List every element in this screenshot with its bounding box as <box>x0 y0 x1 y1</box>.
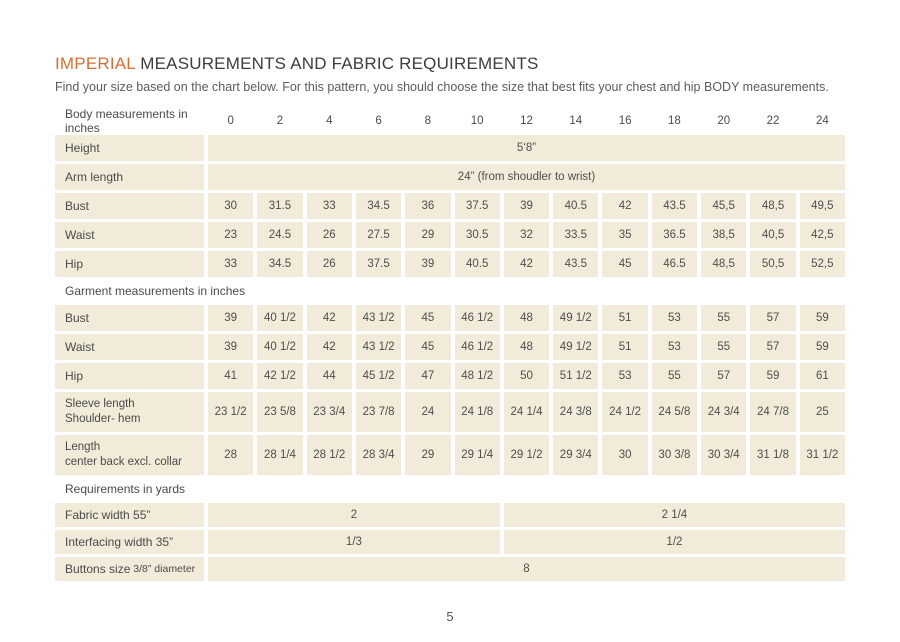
measurement-cell: 30.5 <box>455 222 500 248</box>
measurement-cell: 50,5 <box>750 251 795 277</box>
size-column-header: 18 <box>652 110 697 132</box>
measurement-cell: 55 <box>701 334 746 360</box>
measurement-cell: 55 <box>701 305 746 331</box>
merged-value-cell: 5‘8” <box>208 135 845 161</box>
requirement-cell-left: 1/3 <box>208 530 500 554</box>
measurement-cell: 48,5 <box>701 251 746 277</box>
measurement-cell: 57 <box>750 334 795 360</box>
size-column-header: 2 <box>257 110 302 132</box>
measurement-cell: 47 <box>405 363 450 389</box>
title-rest: MEASUREMENTS AND FABRIC REQUIREMENTS <box>135 54 539 73</box>
measurement-cell: 37.5 <box>356 251 401 277</box>
measurement-cell: 49 1/2 <box>553 305 598 331</box>
measurement-cell: 40.5 <box>455 251 500 277</box>
size-column-header: 14 <box>553 110 598 132</box>
measurement-cell: 49,5 <box>800 193 845 219</box>
measurement-cell: 24 1/2 <box>602 392 647 432</box>
row-label <box>55 392 204 432</box>
measurement-cell: 24.5 <box>257 222 302 248</box>
measurement-cell: 33 <box>307 193 352 219</box>
measurement-cell: 57 <box>701 363 746 389</box>
measurement-cell: 59 <box>800 334 845 360</box>
requirement-cell-right: 2 1/4 <box>504 503 845 527</box>
measurement-cell: 45,5 <box>701 193 746 219</box>
measurement-cell: 51 <box>602 334 647 360</box>
measurement-cell: 48,5 <box>750 193 795 219</box>
page-subtitle: Find your size based on the chart below. For this pattern, you should choose the size that best fits your chest and hip BODY measurements. <box>55 80 829 94</box>
measurement-cell: 31 1/8 <box>750 435 795 475</box>
section-label-body-measurements: Body measurements in inches <box>55 110 204 132</box>
row-label: Bust <box>55 193 204 219</box>
measurement-cell: 39 <box>504 193 549 219</box>
measurement-cell: 61 <box>800 363 845 389</box>
row-label-line2: center back excl. collar <box>65 456 182 469</box>
measurement-cell: 37.5 <box>455 193 500 219</box>
measurement-cell: 59 <box>800 305 845 331</box>
measurement-cell: 31.5 <box>257 193 302 219</box>
measurement-cell: 30 <box>208 193 253 219</box>
measurement-cell: 30 <box>602 435 647 475</box>
row-label: Bust <box>55 305 204 331</box>
measurement-cell: 46 1/2 <box>455 305 500 331</box>
measurement-cell: 24 3/8 <box>553 392 598 432</box>
measurement-cell: 43.5 <box>553 251 598 277</box>
measurement-cell: 29 1/2 <box>504 435 549 475</box>
row-label <box>55 435 204 475</box>
measurement-cell: 28 <box>208 435 253 475</box>
size-column-header: 16 <box>602 110 647 132</box>
measurement-cell: 31 1/2 <box>800 435 845 475</box>
measurement-cell: 48 <box>504 305 549 331</box>
measurement-cell: 24 1/4 <box>504 392 549 432</box>
measurement-cell: 33 <box>208 251 253 277</box>
row-label-line2: Shoulder- hem <box>65 413 141 426</box>
measurement-cell: 30 3/8 <box>652 435 697 475</box>
size-column-header: 8 <box>405 110 450 132</box>
measurement-cell: 48 1/2 <box>455 363 500 389</box>
row-label: Fabric width 55” <box>55 503 204 527</box>
measurement-cell: 46.5 <box>652 251 697 277</box>
row-label-line1: Length <box>65 441 101 454</box>
measurement-cell: 46 1/2 <box>455 334 500 360</box>
page-title <box>55 54 845 74</box>
measurement-cell: 53 <box>652 305 697 331</box>
measurement-table <box>55 107 845 581</box>
measurement-cell: 29 1/4 <box>455 435 500 475</box>
measurement-cell: 24 7/8 <box>750 392 795 432</box>
measurement-cell: 42 <box>307 305 352 331</box>
measurement-cell: 30 3/4 <box>701 435 746 475</box>
size-column-header: 12 <box>504 110 549 132</box>
measurement-cell: 45 1/2 <box>356 363 401 389</box>
measurement-cell: 57 <box>750 305 795 331</box>
measurement-cell: 35 <box>602 222 647 248</box>
measurement-cell: 51 <box>602 305 647 331</box>
section-label-garment-measurements: Garment measurements in inches <box>55 280 845 302</box>
measurement-cell: 23 7/8 <box>356 392 401 432</box>
measurement-cell: 26 <box>307 222 352 248</box>
measurement-cell: 26 <box>307 251 352 277</box>
measurement-cell: 40 1/2 <box>257 334 302 360</box>
measurement-cell: 42,5 <box>800 222 845 248</box>
size-column-header: 20 <box>701 110 746 132</box>
merged-value-cell: 24” (from shoudler to wrist) <box>208 164 845 190</box>
measurement-cell: 27.5 <box>356 222 401 248</box>
measurement-cell: 38,5 <box>701 222 746 248</box>
row-label: Waist <box>55 222 204 248</box>
page-number: 5 <box>446 609 454 624</box>
measurement-cell: 40 1/2 <box>257 305 302 331</box>
measurement-cell: 36.5 <box>652 222 697 248</box>
measurement-cell: 24 3/4 <box>701 392 746 432</box>
measurement-cell: 40,5 <box>750 222 795 248</box>
measurement-cell: 55 <box>652 363 697 389</box>
row-label: Arm length <box>55 164 204 190</box>
measurement-cell: 29 <box>405 435 450 475</box>
requirement-cell-left: 2 <box>208 503 500 527</box>
measurement-cell: 28 1/2 <box>307 435 352 475</box>
measurement-cell: 24 1/8 <box>455 392 500 432</box>
measurement-cell: 50 <box>504 363 549 389</box>
row-label: Interfacing width 35” <box>55 530 204 554</box>
title-highlight: IMPERIAL <box>55 54 136 73</box>
measurement-cell: 32 <box>504 222 549 248</box>
row-label: Height <box>55 135 204 161</box>
measurement-cell: 23 1/2 <box>208 392 253 432</box>
size-column-header: 24 <box>800 110 845 132</box>
row-label-line1: Sleeve length <box>65 398 135 411</box>
measurement-cell: 39 <box>208 334 253 360</box>
measurement-cell: 51 1/2 <box>553 363 598 389</box>
measurement-cell: 23 <box>208 222 253 248</box>
measurement-cell: 42 <box>602 193 647 219</box>
row-label: Buttons size 3/8” diameter <box>55 557 204 581</box>
size-column-header: 4 <box>307 110 352 132</box>
measurement-cell: 23 3/4 <box>307 392 352 432</box>
measurement-cell: 24 5/8 <box>652 392 697 432</box>
measurement-cell: 29 3/4 <box>553 435 598 475</box>
row-label: Hip <box>55 251 204 277</box>
measurement-cell: 52,5 <box>800 251 845 277</box>
measurement-cell: 28 3/4 <box>356 435 401 475</box>
page-content <box>55 54 845 581</box>
measurement-cell: 45 <box>405 334 450 360</box>
measurement-cell: 41 <box>208 363 253 389</box>
row-label: Hip <box>55 363 204 389</box>
measurement-cell: 40.5 <box>553 193 598 219</box>
measurement-cell: 43.5 <box>652 193 697 219</box>
measurement-cell: 43 1/2 <box>356 334 401 360</box>
measurement-cell: 23 5/8 <box>257 392 302 432</box>
section-label-requirements: Requirements in yards <box>55 478 845 500</box>
measurement-cell: 45 <box>405 305 450 331</box>
measurement-cell: 53 <box>602 363 647 389</box>
measurement-cell: 28 1/4 <box>257 435 302 475</box>
measurement-cell: 33.5 <box>553 222 598 248</box>
measurement-cell: 43 1/2 <box>356 305 401 331</box>
measurement-cell: 44 <box>307 363 352 389</box>
measurement-cell: 42 <box>307 334 352 360</box>
measurement-cell: 45 <box>602 251 647 277</box>
measurement-cell: 42 <box>504 251 549 277</box>
row-label-small-text: 3/8” diameter <box>130 563 196 576</box>
measurement-cell: 39 <box>208 305 253 331</box>
size-column-header: 6 <box>356 110 401 132</box>
measurement-cell: 48 <box>504 334 549 360</box>
measurement-cell: 24 <box>405 392 450 432</box>
measurement-cell: 59 <box>750 363 795 389</box>
size-column-header: 22 <box>750 110 795 132</box>
requirement-cell-right: 1/2 <box>504 530 845 554</box>
row-label: Waist <box>55 334 204 360</box>
measurement-cell: 36 <box>405 193 450 219</box>
measurement-cell: 29 <box>405 222 450 248</box>
size-column-header: 10 <box>455 110 500 132</box>
measurement-cell: 49 1/2 <box>553 334 598 360</box>
size-column-header: 0 <box>208 110 253 132</box>
measurement-cell: 39 <box>405 251 450 277</box>
requirement-cell-full: 8 <box>208 557 845 581</box>
measurement-cell: 34.5 <box>257 251 302 277</box>
measurement-cell: 25 <box>800 392 845 432</box>
measurement-cell: 42 1/2 <box>257 363 302 389</box>
measurement-cell: 34.5 <box>356 193 401 219</box>
measurement-cell: 53 <box>652 334 697 360</box>
